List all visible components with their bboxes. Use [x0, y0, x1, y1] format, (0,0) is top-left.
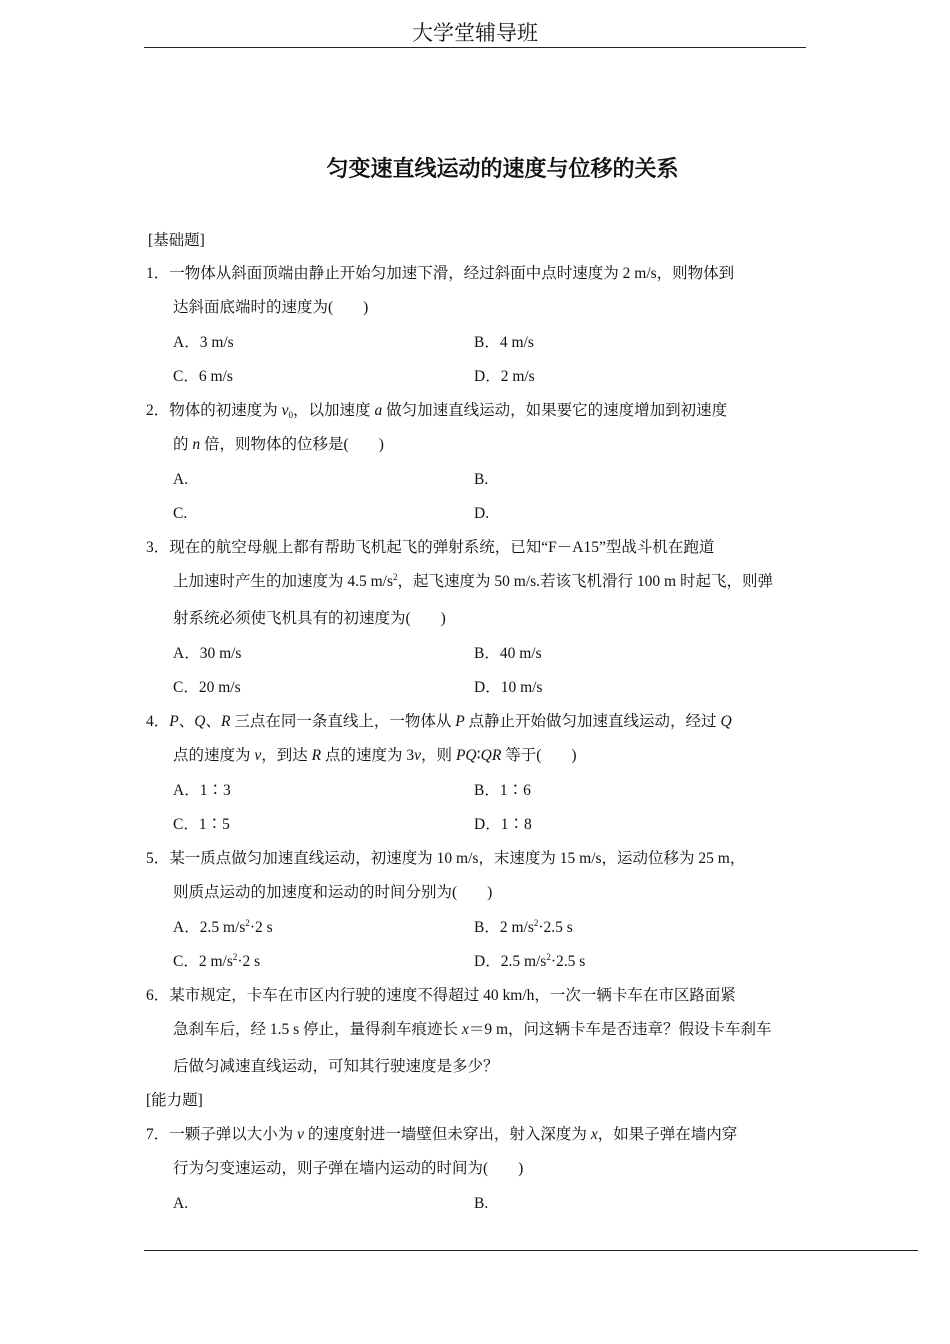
q3-option-a: A．30 m/s: [173, 645, 242, 662]
q7-option-b: B.: [474, 1195, 489, 1212]
question-7-line-1: 7．一颗子弹以大小为 v 的速度射进一墙壁但未穿出，射入深度为 x，如果子弹在墙内穿: [146, 1126, 738, 1143]
question-4-line-1: 4．P、Q、R 三点在同一条直线上，一物体从 P 点静止开始做匀加速直线运动，经过 Q: [146, 713, 732, 730]
q5-option-b: B．2 $m/s^2\cdot 2.5$ s: [474, 918, 573, 936]
q1-option-a: A．3 m/s: [173, 334, 234, 351]
document-title: 匀变速直线运动的速度与位移的关系: [326, 157, 679, 182]
q2-option-d: D.: [474, 505, 490, 522]
q5-option-a: A．2.5 $m/s^2\cdot 2$ s: [173, 918, 273, 936]
section-ability: [能力题]: [146, 1092, 203, 1109]
footer-divider: [144, 1250, 918, 1251]
question-1-line-2: 达斜面底端时的速度为( ): [173, 299, 369, 316]
q1-option-d: D．2 m/s: [474, 368, 535, 385]
q4-option-b: B．1∶6: [474, 782, 531, 799]
question-1-line-1: 1．一物体从斜面顶端由静止开始匀加速下滑，经过斜面中点时速度为 2 m/s，则物体到: [146, 265, 735, 282]
q4-option-a: A．1∶3: [173, 782, 231, 799]
q1-option-c: C．6 m/s: [173, 368, 233, 385]
q1-option-b: B．4 m/s: [474, 334, 534, 351]
question-4-line-2: 点的速度为 v，到达 R 点的速度为 3v，则 PQ∶QR 等于( ): [173, 747, 577, 764]
q2-option-a: A.: [173, 471, 189, 488]
question-7-line-2: 行为匀变速运动，则子弹在墙内运动的时间为( ): [173, 1160, 524, 1177]
question-2-line-2: 的 n 倍，则物体的位移是( ): [173, 436, 384, 453]
q7-option-a: A.: [173, 1195, 189, 1212]
q3-option-c: C．20 m/s: [173, 679, 241, 696]
question-6-line-3: 后做匀减速直线运动，可知其行驶速度是多少？: [173, 1058, 499, 1075]
question-5-line-1: 5．某一质点做匀加速直线运动，初速度为 10 m/s，末速度为 15 m/s，运动位移为 25 m，: [146, 850, 746, 867]
question-6-line-1: 6．某市规定，卡车在市区内行驶的速度不得超过 40 km/h，一次一辆卡车在市区路面紧: [146, 987, 736, 1004]
question-6-line-2: 急刹车后，经 1.5 s 停止，量得刹车痕迹长 x＝9 m，问这辆卡车是否违章？假设卡车刹车: [173, 1021, 772, 1038]
q5-option-d: D．2.5 $m/s^2\cdot 2.5$ s: [474, 952, 586, 970]
q4-option-c: C．1∶5: [173, 816, 230, 833]
q2-option-b: B.: [474, 471, 489, 488]
q4-option-d: D．1∶8: [474, 816, 532, 833]
q2-option-c: C.: [173, 505, 188, 522]
question-5-line-2: 则质点运动的加速度和运动的时间分别为( ): [173, 884, 493, 901]
question-2-line-1: 2．物体的初速度为 $v_0$，以加速度 a 做匀加速直线运动，如果要它的速度增加到初速度: [146, 402, 728, 420]
question-3-line-3: 射系统必须使飞机具有的初速度为( ): [173, 610, 446, 627]
page-header: [144, 20, 806, 48]
section-basic: [基础题]: [148, 232, 205, 249]
q5-option-c: C．2 $m/s^2\cdot 2$ s: [173, 952, 261, 970]
question-3-line-1: 3．现在的航空母舰上都有帮助飞机起飞的弹射系统，已知“F－A15”型战斗机在跑道: [146, 539, 715, 556]
q3-option-d: D．10 m/s: [474, 679, 543, 696]
question-3-line-2: 上加速时产生的加速度为 4.5 $m/s^2$，起飞速度为 50 m/s.若该飞机滑行 100 m 时起飞，则弹: [173, 572, 773, 590]
header-title: 大学堂辅导班: [412, 21, 538, 45]
q3-option-b: B．40 m/s: [474, 645, 542, 662]
